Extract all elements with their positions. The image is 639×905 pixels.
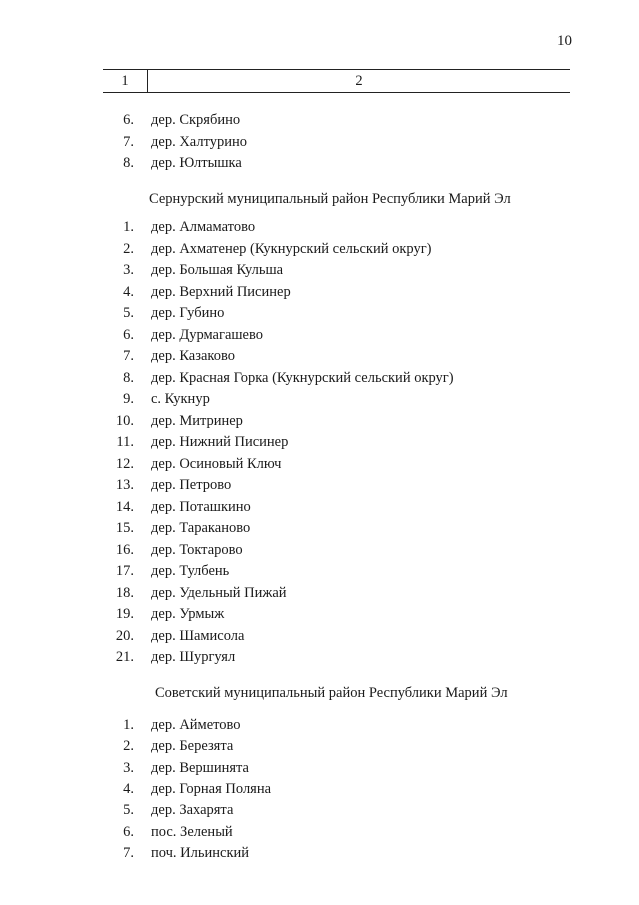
list-item-name: дер. Айметово	[151, 717, 241, 733]
list-item-number: 14.	[115, 498, 134, 515]
list-item	[103, 411, 243, 431]
list-item-name: дер. Ахматенер (Кукнурский сельский округ)	[151, 240, 432, 257]
list-item	[103, 282, 291, 302]
list-item-number: 21.	[115, 649, 134, 665]
list-item-number: 7.	[123, 844, 134, 861]
list-item-number: 8.	[123, 369, 134, 386]
list-item	[103, 346, 235, 366]
list-item	[103, 779, 271, 799]
list-item-name: дер. Тулбень	[151, 563, 230, 579]
list-item	[103, 561, 229, 581]
list-item-number: 17.	[115, 563, 134, 579]
list-item-name: дер. Урмыж	[151, 606, 225, 622]
column-header-1: 1	[103, 70, 148, 92]
list-item-number: 3.	[123, 759, 134, 776]
list-item-name: дер. Верхний Писинер	[151, 283, 291, 300]
list-item	[103, 389, 210, 409]
list-item	[103, 260, 283, 280]
list-item-number: 5.	[123, 802, 134, 819]
list-item-name: дер. Удельный Пижай	[151, 584, 287, 601]
list-item-name: дер. Большая Кульша	[151, 262, 284, 278]
list-item	[103, 454, 281, 474]
list-item	[103, 583, 287, 603]
list-item-name: дер. Березята	[151, 738, 234, 755]
list-item-name: дер. Вершинята	[151, 759, 249, 776]
list-item-name: дер. Шургуял	[151, 649, 236, 665]
column-header-row	[103, 69, 570, 93]
list-item	[103, 110, 240, 130]
list-item-number: 7.	[123, 133, 134, 150]
list-item-number: 3.	[123, 262, 134, 278]
list-item	[103, 475, 231, 495]
list-item-name: дер. Поташкино	[151, 498, 251, 515]
list-item	[103, 758, 249, 778]
list-item	[103, 303, 224, 323]
list-item-name: с. Кукнур	[151, 391, 210, 407]
column-header-2: 2	[355, 73, 363, 89]
list-item-number: 20.	[115, 627, 134, 644]
list-item	[103, 822, 233, 842]
page-number: 10	[557, 33, 572, 49]
list-item-name: дер. Тараканово	[151, 520, 251, 536]
list-item-name: дер. Скрябино	[151, 112, 241, 128]
list-item-name: дер. Петрово	[151, 477, 232, 493]
list-item	[103, 647, 235, 667]
list-item-number: 6.	[123, 326, 134, 343]
list-item-number: 13.	[115, 477, 134, 493]
list-item-number: 6.	[123, 112, 134, 128]
list-item-name: дер. Красная Горка (Кукнурский сельский округ)	[151, 369, 454, 386]
list-item-name: дер. Дурмагашево	[151, 326, 263, 343]
list-item-name: дер. Токтарово	[151, 541, 243, 558]
list-item	[103, 800, 233, 820]
list-item-name: дер. Захарята	[151, 802, 234, 819]
list-item	[103, 239, 432, 259]
list-item	[103, 715, 241, 735]
list-item	[103, 497, 251, 517]
list-item	[103, 368, 454, 388]
list-item-name: дер. Шамисола	[151, 627, 245, 644]
list-item-number: 9.	[123, 391, 134, 407]
list-item	[103, 217, 255, 237]
list-item-name: поч. Ильинский	[151, 844, 250, 861]
list-item	[103, 736, 233, 756]
section-title-sernur: Сернурский муниципальный район Республики Марий Эл	[149, 191, 511, 207]
list-item	[103, 540, 243, 560]
list-item	[103, 325, 263, 345]
list-item-number: 10.	[115, 412, 134, 429]
list-item-number: 1.	[123, 219, 134, 235]
list-item-name: дер. Митринер	[151, 412, 243, 429]
list-item-number: 15.	[115, 520, 134, 536]
list-item-number: 4.	[123, 283, 134, 300]
list-item	[103, 518, 250, 538]
list-item-name: пос. Зеленый	[151, 823, 233, 840]
list-item-number: 12.	[115, 455, 134, 472]
list-item-number: 1.	[123, 717, 134, 733]
list-item-number: 11.	[116, 434, 134, 450]
list-item-number: 8.	[123, 155, 134, 172]
list-item-number: 19.	[115, 606, 134, 622]
list-item-number: 6.	[123, 823, 134, 840]
list-item	[103, 153, 242, 173]
list-item	[103, 626, 244, 646]
list-item-name: дер. Горная Поляна	[151, 780, 272, 797]
list-item-name: дер. Алмаматово	[151, 219, 256, 235]
list-item-name: дер. Казаково	[151, 348, 235, 364]
list-item-name: дер. Халтурино	[151, 133, 247, 150]
list-item	[103, 843, 249, 863]
list-item-name: дер. Осиновый Ключ	[151, 455, 282, 472]
list-item-number: 4.	[123, 780, 134, 797]
list-item-name: дер. Юлтышка	[151, 155, 242, 172]
list-item-number: 2.	[123, 240, 134, 257]
list-item-number: 7.	[123, 348, 134, 364]
list-item	[103, 432, 288, 452]
list-item	[103, 604, 224, 624]
list-item-number: 18.	[115, 584, 134, 601]
list-item-number: 2.	[123, 738, 134, 755]
list-item	[103, 132, 247, 152]
list-item-name: дер. Нижний Писинер	[151, 434, 289, 450]
section-title-sovetsky: Советский муниципальный район Республики Марий Эл	[155, 685, 508, 701]
list-item-name: дер. Губино	[151, 305, 225, 321]
list-item-number: 16.	[115, 541, 134, 558]
list-item-number: 5.	[123, 305, 134, 321]
